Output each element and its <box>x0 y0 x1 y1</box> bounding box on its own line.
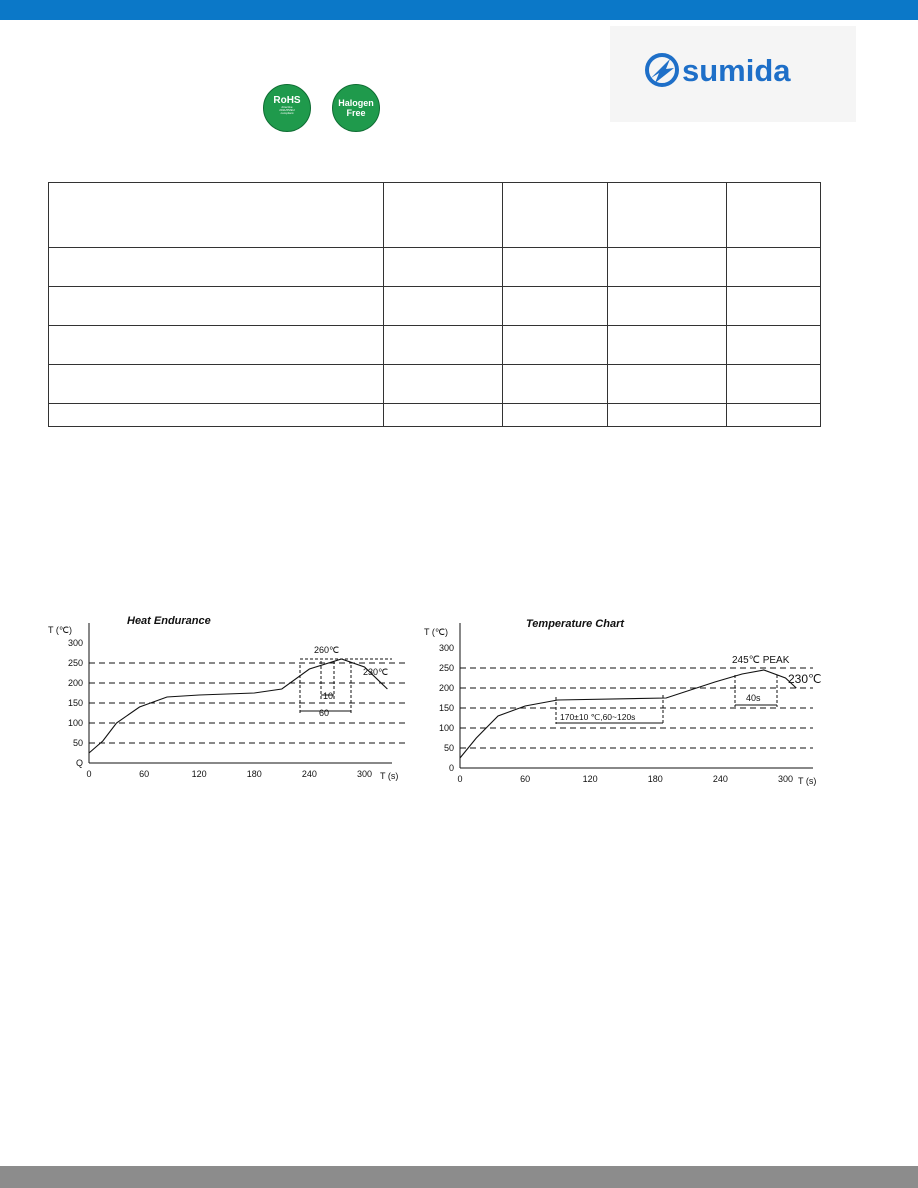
table-header-cell <box>727 183 821 248</box>
heat-annotations <box>300 645 392 718</box>
y-axis-label: T (℃) <box>424 627 448 637</box>
y-tick-label: 150 <box>438 703 454 713</box>
table-header-cell <box>384 183 503 248</box>
rohs-fine-1: directive <box>281 105 293 109</box>
table-cell <box>503 404 608 427</box>
table-cell <box>727 365 821 404</box>
table-cell <box>503 248 608 287</box>
y-tick-label: 300 <box>67 638 83 648</box>
table-cell <box>608 326 727 365</box>
sumida-logo <box>610 26 856 122</box>
table-cell <box>49 248 384 287</box>
temp-label: 230℃ <box>788 672 822 686</box>
span-label: 40s <box>746 693 761 703</box>
y-axis-label: T (℃) <box>48 625 72 635</box>
x-tick-label: 0 <box>86 769 92 779</box>
y-tick-label: 100 <box>67 718 83 728</box>
table-cell <box>384 326 503 365</box>
table-row <box>49 248 821 287</box>
table-cell <box>49 287 384 326</box>
sumida-logo-icon <box>644 48 824 92</box>
x-axis-label: T (s) <box>798 776 817 786</box>
x-tick-label: 180 <box>246 769 262 779</box>
halogen-line1: Halogen <box>338 98 374 108</box>
peak-label: 245℃ PEAK <box>732 655 790 666</box>
x-tick-label: 300 <box>356 769 372 779</box>
heat-endurance-chart <box>42 605 412 785</box>
chart-title: Temperature Chart <box>526 618 625 630</box>
x-tick-label: 240 <box>301 769 317 779</box>
table-header-row <box>49 183 821 248</box>
table-cell <box>608 287 727 326</box>
temperature-chart <box>418 605 838 790</box>
table-cell <box>727 404 821 427</box>
x-tick-label: 300 <box>777 774 793 784</box>
y-tick-label: 200 <box>67 678 83 688</box>
table-header-cell <box>49 183 384 248</box>
table-cell <box>384 248 503 287</box>
table-cell <box>49 404 384 427</box>
table-cell <box>503 365 608 404</box>
y-tick-label: 250 <box>438 663 454 673</box>
x-tick-label: 180 <box>647 774 663 784</box>
bottom-bar <box>0 1166 918 1188</box>
table-cell <box>384 287 503 326</box>
table-row <box>49 365 821 404</box>
peak-label: 260℃ <box>314 645 340 655</box>
inner-span-label: 10 <box>323 691 334 701</box>
table-cell <box>503 287 608 326</box>
heat-endurance-svg <box>42 605 412 785</box>
x-tick-label: 240 <box>712 774 728 784</box>
outer-span-label: 60 <box>319 708 330 718</box>
table-cell <box>384 365 503 404</box>
halogen-free-badge <box>332 84 380 132</box>
y-tick-label: 300 <box>438 643 454 653</box>
y-tick-label: 150 <box>67 698 83 708</box>
table-cell <box>608 404 727 427</box>
y-tick-label: 200 <box>438 683 454 693</box>
x-tick-label: 120 <box>582 774 598 784</box>
x-tick-label: 0 <box>457 774 463 784</box>
y-tick-label: 100 <box>438 723 454 733</box>
temp-label: 230℃ <box>363 667 389 677</box>
spec-table <box>48 182 821 427</box>
rohs-badge <box>263 84 311 132</box>
x-tick-label: 60 <box>139 769 150 779</box>
rohs-title: RoHS <box>273 95 301 106</box>
y-tick-label: Q <box>75 758 83 768</box>
y-tick-label: 250 <box>67 658 83 668</box>
x-tick-label: 60 <box>520 774 531 784</box>
logo-text: sumida <box>682 53 791 88</box>
table-cell <box>384 404 503 427</box>
table-cell <box>727 287 821 326</box>
temperature-chart-svg <box>418 605 838 790</box>
x-tick-label: 120 <box>191 769 207 779</box>
table-row <box>49 404 821 427</box>
table-row <box>49 287 821 326</box>
table-cell <box>49 326 384 365</box>
rohs-fine-2: 2011/65/EU <box>279 108 295 112</box>
x-axis-label: T (s) <box>380 771 399 781</box>
table-row <box>49 326 821 365</box>
table-cell <box>503 326 608 365</box>
rohs-fine-3: compliant <box>280 111 294 115</box>
soak-label: 170±10 ℃,60~120s <box>560 712 636 722</box>
y-tick-label: 0 <box>448 763 454 773</box>
table-cell <box>608 365 727 404</box>
halogen-line2: Free <box>346 108 366 118</box>
logo-bolt <box>651 59 674 83</box>
y-tick-label: 50 <box>443 743 454 753</box>
heat-endurance-series-line <box>89 659 387 753</box>
temperature-annotations <box>556 655 822 724</box>
table-cell <box>727 326 821 365</box>
table-header-cell <box>503 183 608 248</box>
top-accent-bar <box>0 0 918 20</box>
y-tick-label: 50 <box>72 738 83 748</box>
table-cell <box>49 365 384 404</box>
table-header-cell <box>608 183 727 248</box>
chart-title: Heat Endurance <box>127 615 211 627</box>
table-cell <box>608 248 727 287</box>
table-cell <box>727 248 821 287</box>
